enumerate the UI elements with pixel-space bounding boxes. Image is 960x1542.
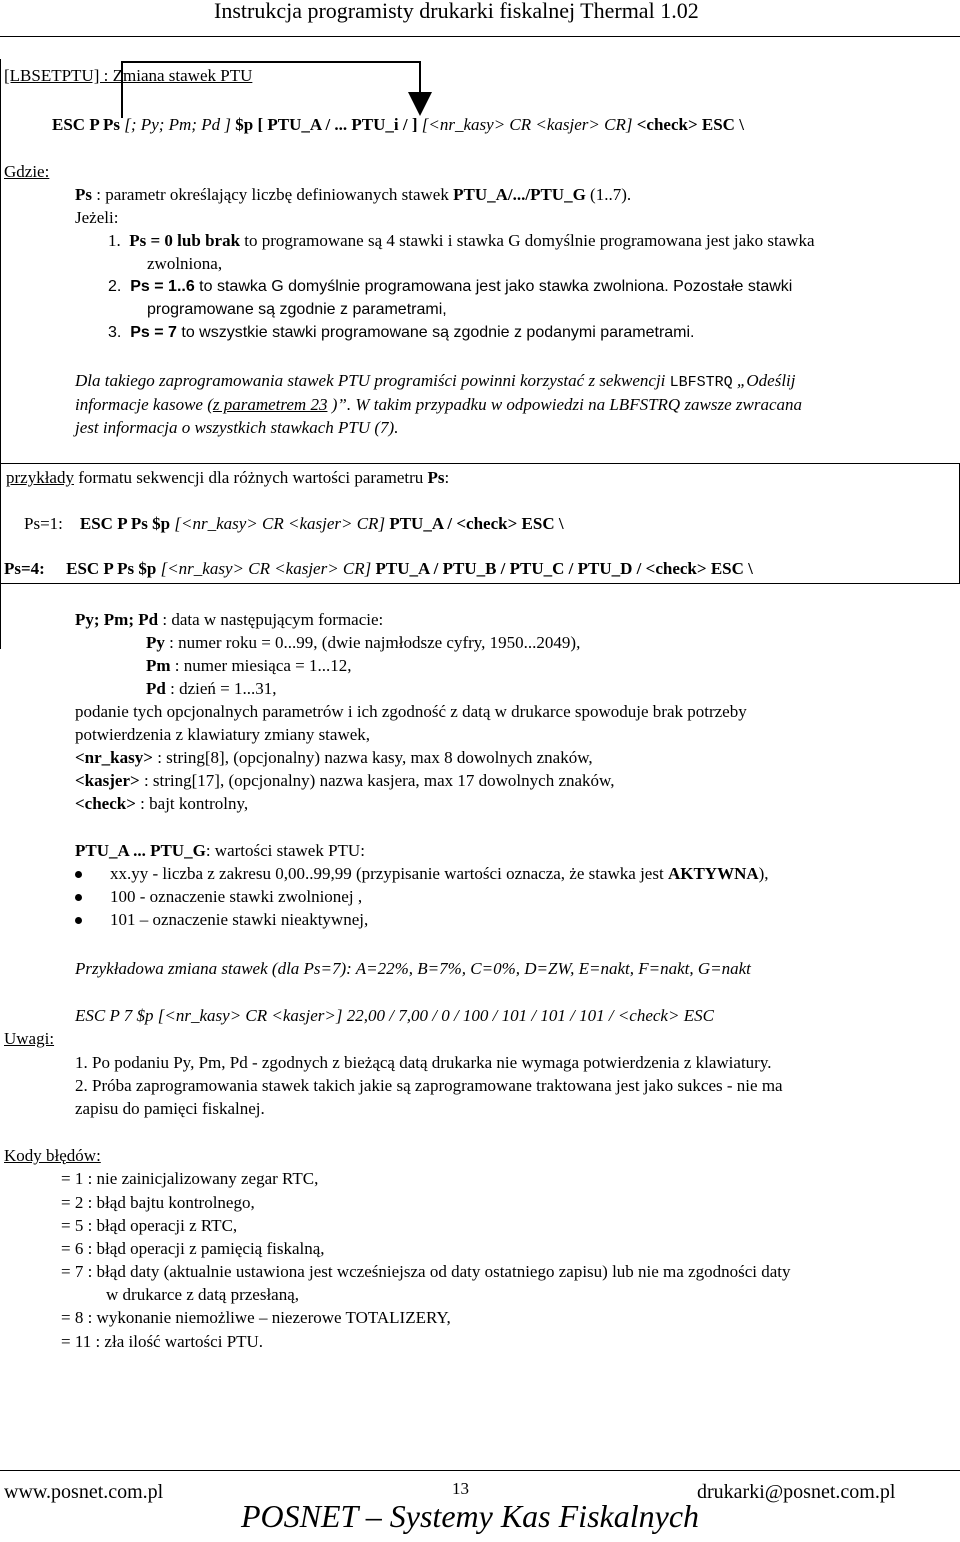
param-name: Pm [146,656,171,675]
examples-intro-text: formatu sekwencji dla różnych wartości parametru [73,468,428,487]
param-date-header [75,609,383,631]
error-item-cont: w drukarce z datą przesłaną, [106,1285,300,1304]
param-text: : dzień = 1...31, [165,679,277,698]
note-link: z parametrem 23 [212,395,328,414]
error-item: = 7 : błąd daty (aktualnie ustawiona jest wcześniejsza od daty ostatniego zapisu) lub nie ma zgodności daty [61,1262,791,1281]
ps-text: : parametr określający liczbę definiowanych stawek [92,185,454,204]
param-check [75,793,248,815]
footer-website[interactable]: www.posnet.com.pl [4,1481,164,1503]
error-item: = 1 : nie zainicjalizowany zegar RTC, [61,1169,319,1188]
ps-ptu: PTU_A/.../PTU_G [453,185,586,204]
note-text: )”. W takim przypadku w odpowiedzi na LBFSTRQ zawsze zwracana [327,395,803,414]
example-ps4 [4,558,753,580]
footer-email[interactable]: drukarki@posnet.com.pl [697,1481,896,1503]
cond-1 [108,230,815,252]
example-opt: [<nr_kasy> CR <kasjer> CR] [160,559,376,578]
examples-intro-param: Ps [427,468,445,487]
uwagi-label: Uwagi: [4,1029,55,1048]
ptu-bullet-text: xx.yy - liczba z zakresu 0,00..99,99 (przypisanie wartości oznacza, że stawka jest [110,864,668,883]
example-cmd: ESC P Ps $p [66,559,161,578]
cond-1-cont: zwolniona, [147,254,223,273]
param-name: Pd [146,679,166,698]
page-header-title: Instrukcja programisty drukarki fiskalnej Thermal 1.02 [214,0,699,23]
repeat-arrow-icon [115,56,445,124]
cond-text: to stawka G domyślnie programowana jest jako stawka zwolniona. Pozostałe stawki [194,278,793,295]
param-name: <check> [75,794,136,813]
example-cmd: ESC P Ps $p [79,514,175,533]
note-text: informacje kasowe ( [75,395,213,414]
ps-definition [75,184,631,206]
example-label: Ps=4: [4,559,45,578]
bullet-icon [75,871,82,878]
note-text: Dla takiego zaprogramowania stawek PTU programiści powinni korzystać z sekwencji [75,371,670,390]
param-text: : string[17], (opcjonalny) nazwa kasjera, max 17 dowolnych znaków, [139,771,615,790]
ptu-bullet-2: 100 - oznaczenie stawki zwolnionej , [110,887,363,906]
cond-2-cont: programowane są zgodnie z parametrami, [147,301,447,318]
ptu-header-text: : wartości stawek PTU: [205,841,365,860]
param-pd [146,678,276,700]
example-change-desc: Przykładowa zmiana stawek (dla Ps=7): A=22%, B=7%, C=0%, D=ZW, E=nakt, F=nakt, G=nakt [75,959,751,978]
param-text: : string[8], (opcjonalny) nazwa kasy, max 8 dowolnych znaków, [152,748,593,767]
bullet-icon [75,917,82,924]
param-text: : numer roku = 0...99, (dwie najmłodsze cyfry, 1950...2049), [164,633,581,652]
section-title: [LBSETPTU] : Zmiana stawek PTU [4,66,253,85]
example-label: Ps=1: [24,514,63,533]
note-line-2 [75,394,802,416]
jezeli-label: Jeżeli: [75,208,119,227]
examples-intro [6,467,449,489]
examples-intro-colon: : [444,468,450,487]
uwaga-1: 1. Po podaniu Py, Pm, Pd - zgodnych z bieżącą datą drukarka nie wymaga potwierdzenia z klawiatury. [75,1053,772,1072]
cond-3 [108,322,695,344]
ptu-header [75,840,365,862]
error-item: = 6 : błąd operacji z pamięcią fiskalną, [61,1239,325,1258]
ptu-bullet-text: ), [758,864,769,883]
ps-range: (1..7). [585,185,632,204]
param-nr-kasy [75,747,593,769]
syntax-ptu: $p [ PTU_A / ... PTU_i / ] [235,115,422,134]
errors-label: Kody błędów: [4,1146,101,1165]
ptu-header-name: PTU_A ... PTU_G [75,841,206,860]
ptu-bullet-bold: AKTYWNA [667,864,759,883]
param-pm [146,655,352,677]
param-name: <nr_kasy> [75,748,153,767]
error-item: = 8 : wykonanie niemożliwe – niezerowe TOTALIZERY, [61,1308,451,1327]
param-kasjer [75,770,614,792]
syntax-tail: <check> ESC \ [636,115,744,134]
uwaga-2-cont: zapisu do pamięci fiskalnej. [75,1099,265,1118]
syntax-nr-optional: [<nr_kasy> CR <kasjer> CR] [421,115,637,134]
cond-number: 3. [108,324,122,341]
param-name: Py; Pm; Pd [75,610,159,629]
param-py [146,632,580,654]
gdzie-label: Gdzie: [4,162,50,181]
param-text: : bajt kontrolny, [135,794,249,813]
example-ps1 [24,513,564,535]
cond-text: to programowane są 4 stawki i stawka G domyślnie programowana jest jako stawka [240,231,815,250]
note-line-3: jest informacja o wszystkich stawkach PTU (7). [75,418,399,437]
cond-number: 1. [108,231,121,250]
cond-number: 2. [108,278,122,295]
param-text: : data w następującym formacie: [158,610,384,629]
cond-bold: Ps = 7 [130,324,177,341]
ptu-bullet-1 [110,863,769,885]
example-tail: PTU_A / <check> ESC \ [389,514,564,533]
note-text: „Odeślij [732,371,796,390]
uwaga-2: 2. Próba zaprogramowania stawek takich jakie są zaprogramowane traktowana jest jako sukces - nie ma [75,1076,783,1095]
param-name: Py [146,633,165,652]
error-item: = 2 : błąd bajtu kontrolnego, [61,1193,255,1212]
page-number: 13 [452,1479,469,1498]
error-item: = 5 : błąd operacji z RTC, [61,1216,238,1235]
header-rule [0,36,960,37]
cond-bold: Ps = 0 lub brak [129,231,241,250]
example-tail: PTU_A / PTU_B / PTU_C / PTU_D / <check> ESC \ [375,559,753,578]
param-optional-note-1: podanie tych opcjonalnych parametrów i ich zgodność z datą w drukarce spowoduje brak potrzeby [75,702,747,721]
bullet-icon [75,894,82,901]
footer-brand: POSNET – Systemy Kas Fiskalnych [241,1498,700,1534]
examples-intro-label: przykłady [6,468,74,487]
param-optional-note-2: potwierdzenia z klawiatury zmiany stawek, [75,725,371,744]
cond-2 [108,276,792,298]
cond-bold: Ps = 1..6 [130,278,195,295]
footer-rule [0,1470,960,1471]
example-opt: [<nr_kasy> CR <kasjer> CR] [174,514,390,533]
example-change-cmd: ESC P 7 $p [<nr_kasy> CR <kasjer>] 22,00 / 7,00 / 0 / 100 / 101 / 101 / 101 / <check> ESC [75,1006,714,1025]
param-text: : numer miesiąca = 1...12, [170,656,352,675]
syntax-date-optional: [; Py; Pm; Pd ] [120,115,236,134]
syntax-cmd: ESC P Ps [52,115,121,134]
param-name: <kasjer> [75,771,140,790]
ptu-bullet-3: 101 – oznaczenie stawki nieaktywnej, [110,910,369,929]
note-command: LBFSTRQ [669,374,733,391]
cond-text: to wszystkie stawki programowane są zgodnie z podanymi parametrami. [176,324,695,341]
error-item: = 11 : zła ilość wartości PTU. [61,1332,264,1351]
note-line-1 [75,370,795,394]
ps-name: Ps [75,185,92,204]
